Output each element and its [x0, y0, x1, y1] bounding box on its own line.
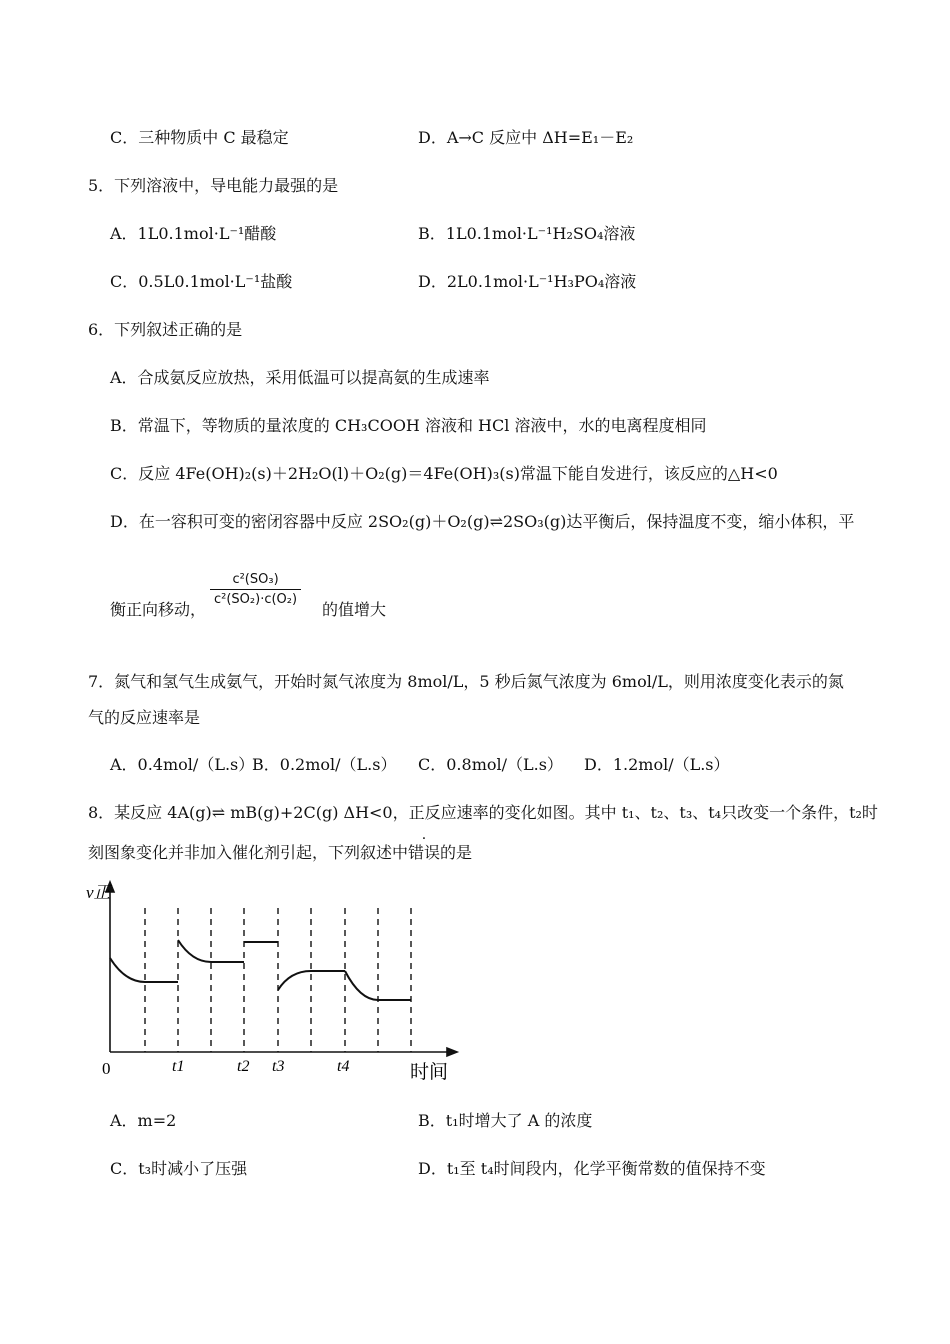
- q5-option-c: C．0.5L0.1mol·L⁻¹盐酸: [110, 272, 293, 291]
- q8-stem-line1: 8．某反应 4A(g)⇌ mB(g)+2C(g) ΔH<0，正反应速率的变化如图。其中 t₁、t₂、t₃、t₄只改变一个条件，t₂时: [88, 803, 878, 822]
- tick-label-t4: t4: [337, 1058, 350, 1075]
- dashed-guides: [145, 908, 411, 1052]
- q8-option-b: B．t₁时增大了 A 的浓度: [418, 1111, 593, 1130]
- segment-0-t1: [110, 958, 178, 982]
- q5-option-b: B．1L0.1mol·L⁻¹H₂SO₄溶液: [418, 224, 636, 243]
- q6-option-c: C．反应 4Fe(OH)₂(s)＋2H₂O(l)＋O₂(g)＝4Fe(OH)₃(s)常温下能自发进行，该反应的△H<0: [110, 464, 778, 483]
- q6-stem: 6．下列叙述正确的是: [88, 320, 243, 339]
- x-axis-label: 时间: [410, 1062, 449, 1083]
- y-axis-label: v正: [86, 883, 111, 902]
- q7-option-c: C．0.8mol/（L.s）: [418, 755, 563, 774]
- q7-option-a: A．0.4mol/（L.s）: [110, 755, 255, 774]
- tick-label-t2: t2: [237, 1058, 250, 1075]
- q8-stem-line2: [88, 843, 472, 863]
- q5-option-a: A．1L0.1mol·L⁻¹醋酸: [110, 224, 277, 243]
- q6-option-d-line2-start: 衡正向移动，: [110, 600, 207, 619]
- q7-stem-line2: 气的反应速率是: [88, 708, 201, 727]
- fraction-denominator: c²(SO₂)·c(O₂): [210, 589, 301, 607]
- q8-option-c: C．t₃时减小了压强: [110, 1159, 248, 1178]
- q8-option-a: A．m=2: [110, 1111, 177, 1130]
- fraction-numerator: c²(SO₃): [232, 572, 279, 587]
- q7-stem-line1: 7．氮气和氢气生成氨气，开始时氮气浓度为 8mol/L，5 秒后氮气浓度为 6mol/L，则用浓度变化表示的氮: [88, 672, 844, 691]
- x-axis-arrow: [447, 1048, 457, 1056]
- q6-option-b: B．常温下，等物质的量浓度的 CH₃COOH 溶液和 HCl 溶液中，水的电离程度相同: [110, 416, 707, 435]
- q7-option-b: B．0.2mol/（L.s）: [252, 755, 397, 774]
- q4-option-c: C．三种物质中 C 最稳定: [110, 128, 289, 147]
- q7-option-d: D．1.2mol/（L.s）: [584, 755, 730, 774]
- tick-label-t1: t1: [172, 1058, 185, 1075]
- q8-emphasis-wrong: 错误: [408, 843, 441, 862]
- q8-option-d: D．t₁至 t₄时间段内，化学平衡常数的值保持不变: [418, 1159, 766, 1178]
- q6-option-a: A．合成氨反应放热，采用低温可以提高氨的生成速率: [110, 368, 490, 387]
- equilibrium-quotient-fraction: [210, 572, 301, 607]
- q4-option-d: D．A→C 反应中 ΔH=E₁－E₂: [418, 128, 634, 147]
- q8-stem-line2-end: 的是: [440, 843, 473, 862]
- q8-stem-line2-start: 刻图象变化并非加入催化剂引起，下列叙述中: [88, 843, 409, 862]
- origin-label: 0: [102, 1059, 111, 1078]
- tick-label-t3: t3: [272, 1058, 285, 1075]
- q6-option-d-line2-end: 的值增大: [322, 600, 387, 619]
- rate-time-graph: [80, 878, 470, 1090]
- rate-curve: [110, 940, 411, 1000]
- q5-option-d: D．2L0.1mol·L⁻¹H₃PO₄溶液: [418, 272, 637, 291]
- q6-option-d-line1: D．在一容积可变的密闭容器中反应 2SO₂(g)＋O₂(g)⇌2SO₃(g)达平衡后，保持温度不变，缩小体积，平: [110, 512, 855, 531]
- q5-stem: 5．下列溶液中，导电能力最强的是: [88, 176, 339, 195]
